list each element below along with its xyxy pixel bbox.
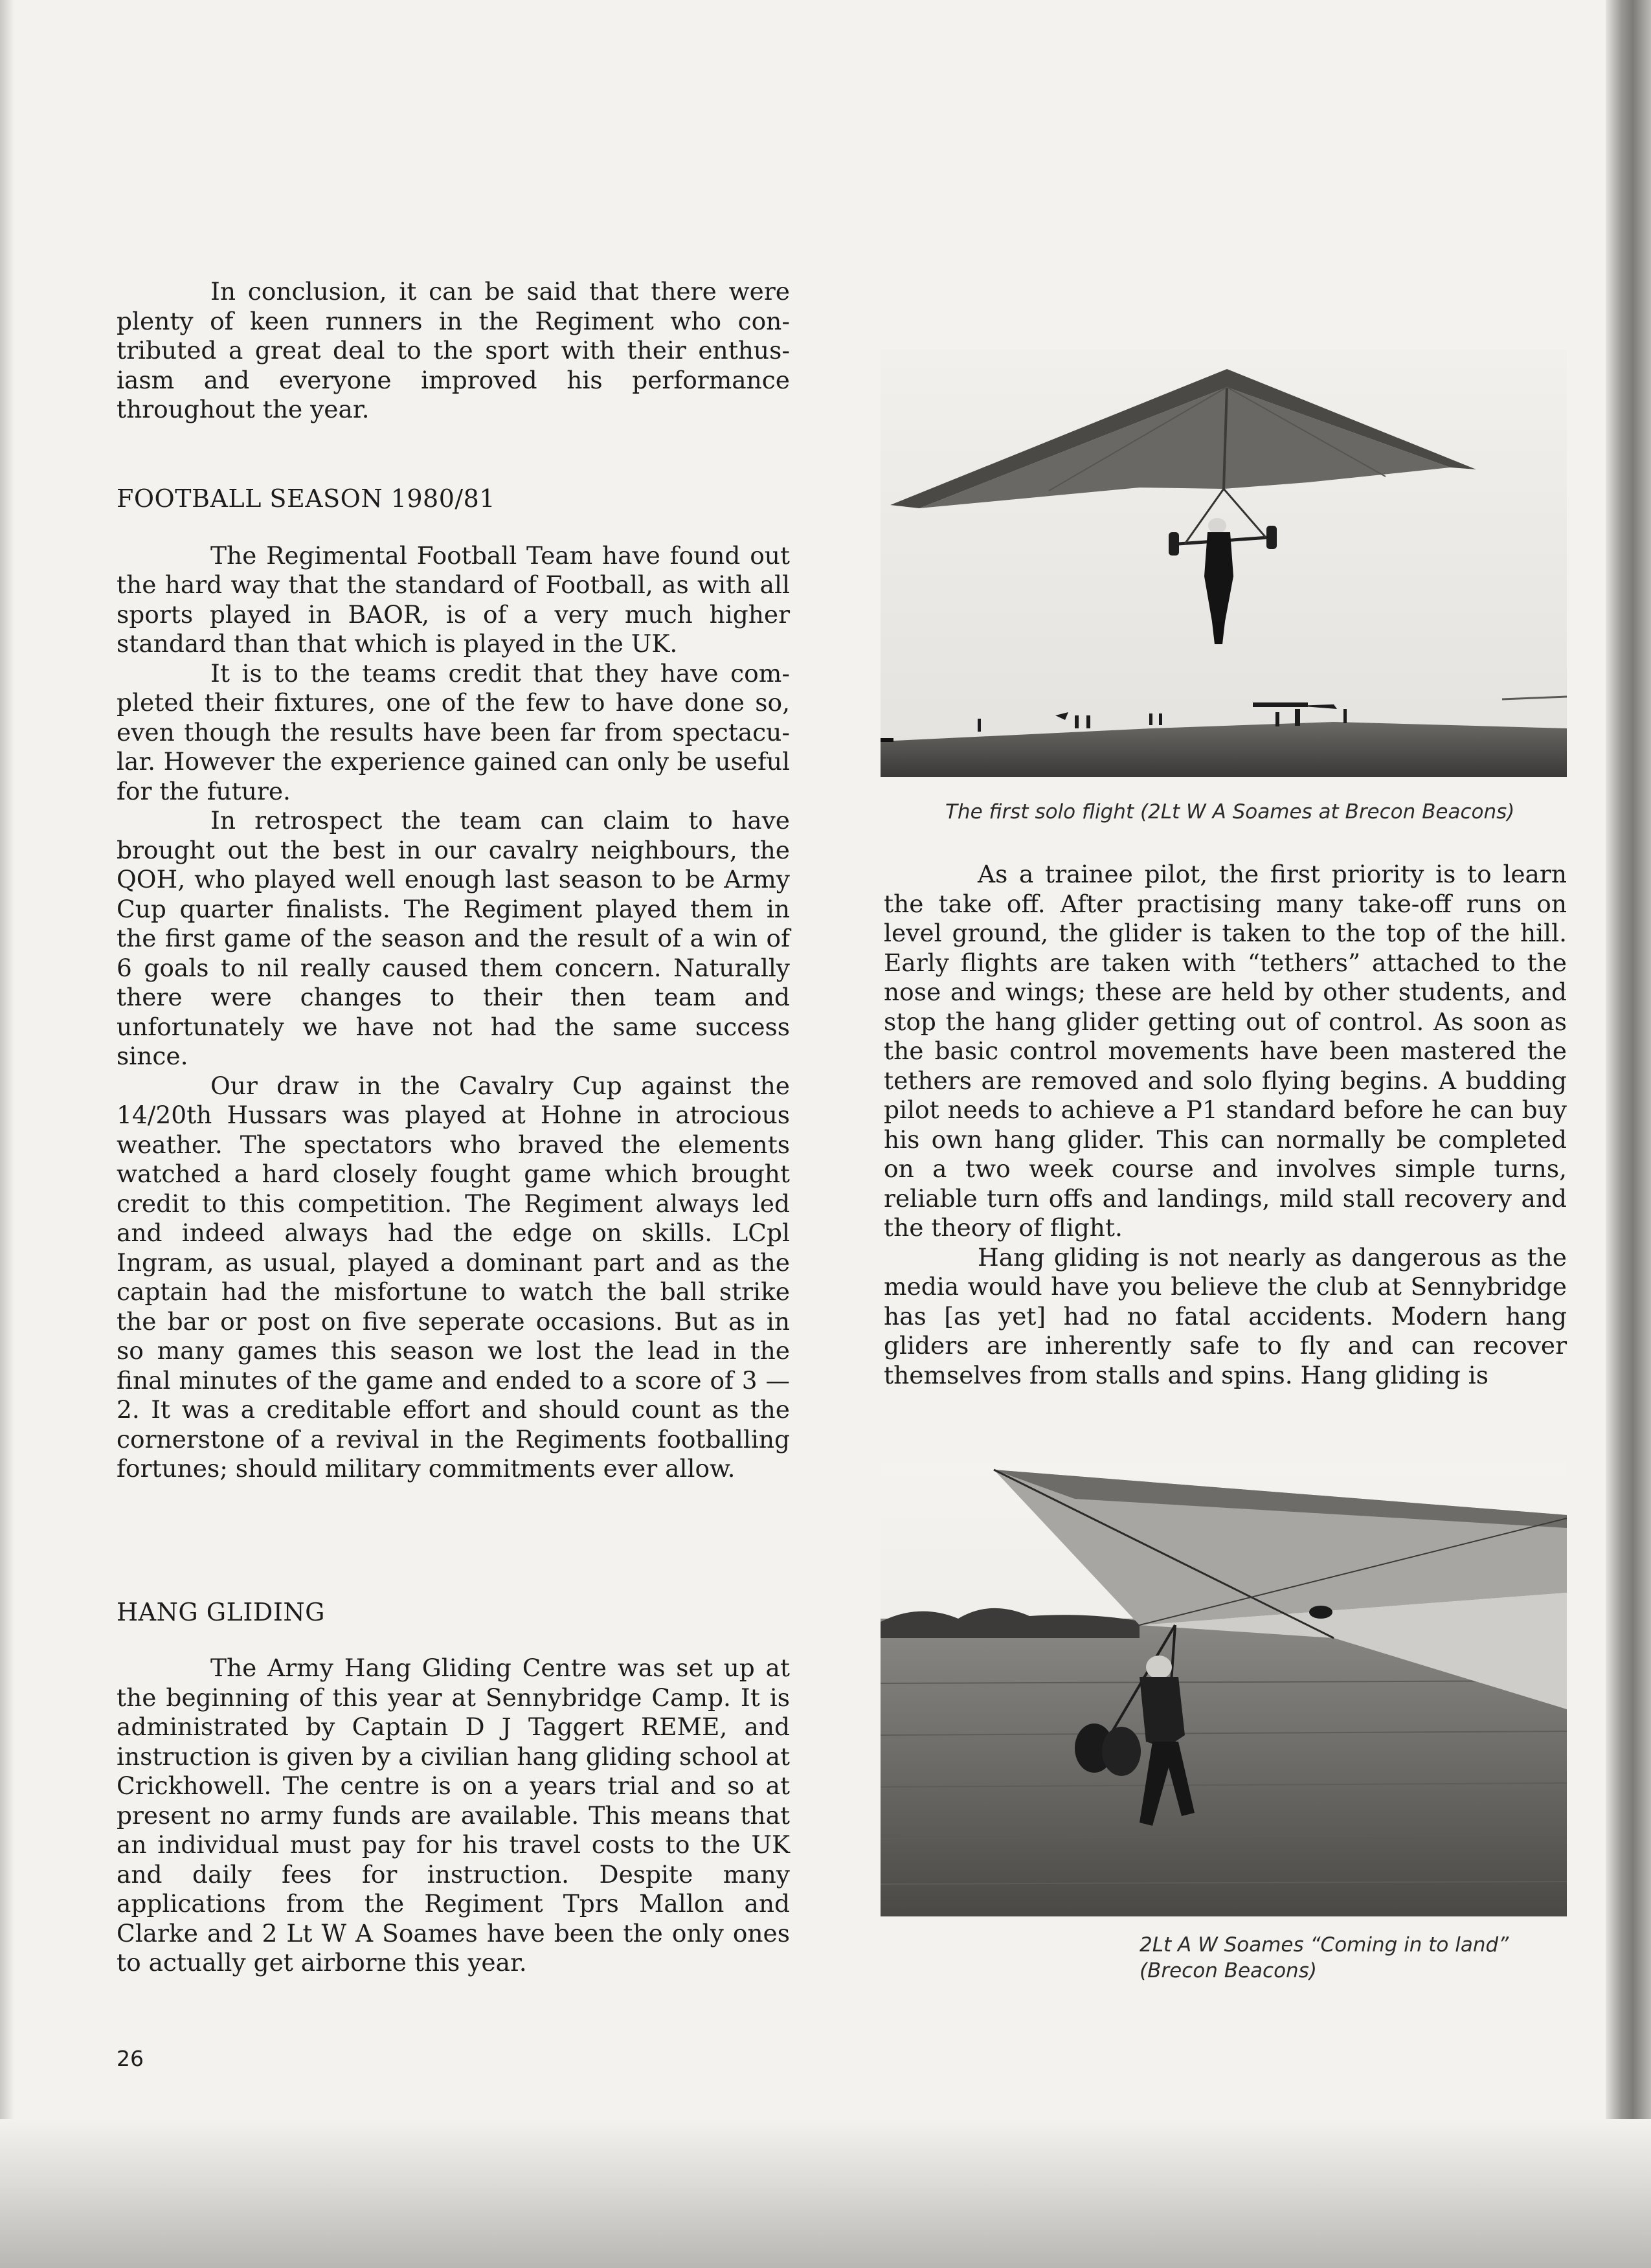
football-paragraph-4: Our draw in the Cavalry Cup against the 14/20th Hussars was played at Hohne in atrocious weather. The spectators who braved the elements watched a hard closely fought game which brought credit to this competition. The Regiment always led and indeed always had the edge on skills. LCpl Ingram, as usual, played a dominant part and as the captain had the misfortune to watch the ball strike the bar or post on five seperate occasions. But as in so many games this season we lost the lead in the final minutes of the game and ended to a score of 3 — 2. It was a creditable effort and should count as the cornerstone of a revival in the Regiments footballing fortunes; should military commitments ever allow.	[117, 1071, 790, 1483]
second-caption-line-2: (Brecon Beacons)	[1140, 1959, 1317, 1982]
left-column	[117, 277, 790, 1484]
football-heading: FOOTBALL SEASON 1980/81	[117, 484, 496, 513]
page-number: 26	[117, 2046, 144, 2071]
second-photo-caption	[1140, 1932, 1567, 1984]
page-edge-shadow	[1606, 0, 1651, 2268]
first-photo-caption: The first solo flight (2Lt W A Soames at Brecon Beacons)	[945, 800, 1515, 824]
hang-gliding-paragraph-1: The Army Hang Gliding Centre was set up at the beginning of this year at Sennybridge Camp. It is administrated by Captain D J Taggert REME, and instruction is given by a civilian hang gliding school at Crickhowell. The centre is on a years trial and so at present no army funds are available. This means that an individual must pay for his travel costs to the UK and daily fees for instruction. Despite many applications from the Regiment Tprs Mallon and Clarke and 2 Lt W A Soames have been the only ones to actually get airborne this year.	[117, 1654, 790, 1977]
football-article	[117, 541, 790, 1484]
hang-gliding-safety-paragraph: Hang gliding is not nearly as dangerous as the media would have you believe the club at Sennybridge has [as yet] had no fatal accidents. Modern hang gliders are inherently safe to fly and can recover themselves from stalls and spins. Hang gliding is	[884, 1242, 1567, 1389]
football-paragraph-3: In retrospect the team can claim to have brought out the best in our cavalry neighbours, the QOH, who played well enough last season to be Army Cup quarter finalists. The Regiment played them in the first game of the season and the result of a win of 6 goals to nil really caused them concern. Naturally there were changes to their then team and unfortunately we have not had the same success since.	[117, 806, 790, 1070]
hang-glider-landing-illustration	[881, 1463, 1567, 1916]
running-conclusion-paragraph: In conclusion, it can be said that there were plenty of keen runners in the Regiment who contributed a great deal to the sport with their enthusiasm and everyone improved his performance throughout the year.	[117, 277, 790, 423]
hang-gliding-heading: HANG GLIDING	[117, 1598, 325, 1626]
hang-gliding-left-block	[117, 1598, 790, 1978]
football-paragraph-2: It is to the teams credit that they have completed their fixtures, one of the few to have done so, even though the results have been far from spectacular. However the experience gained can only be useful for the future.	[117, 658, 790, 805]
hang-gliding-training-paragraph: As a trainee pilot, the first priority is to learn the take off. After practising many take-off runs on level ground, the glider is taken to the top of the hill. Early flights are taken with “tethers” attached to the nose and wings; these are held by other students, and stop the hang glider getting out of control. As soon as the basic control movements have been mastered the tethers are removed and solo flying begins. A budding pilot needs to achieve a P1 standard before he can buy his own hang glider. This can normally be completed on a two week course and involves simple turns, reliable turn offs and landings, mild stall recovery and the theory of flight.	[884, 860, 1567, 1242]
photo-coming-in-to-land	[881, 1463, 1567, 1916]
football-paragraph-1: The Regimental Football Team have found out the hard way that the standard of Football, as with all sports played in BAOR, is of a very much higher standard than that which is played in the UK.	[117, 541, 790, 658]
second-caption-line-1: 2Lt A W Soames “Coming in to land”	[1140, 1933, 1509, 1957]
page-bottom-shadow	[0, 2119, 1651, 2268]
page-binding-shadow	[0, 0, 14, 2268]
hang-glider-flight-illustration	[881, 350, 1567, 777]
right-column-text	[884, 860, 1567, 1390]
photo-first-solo-flight	[881, 350, 1567, 777]
